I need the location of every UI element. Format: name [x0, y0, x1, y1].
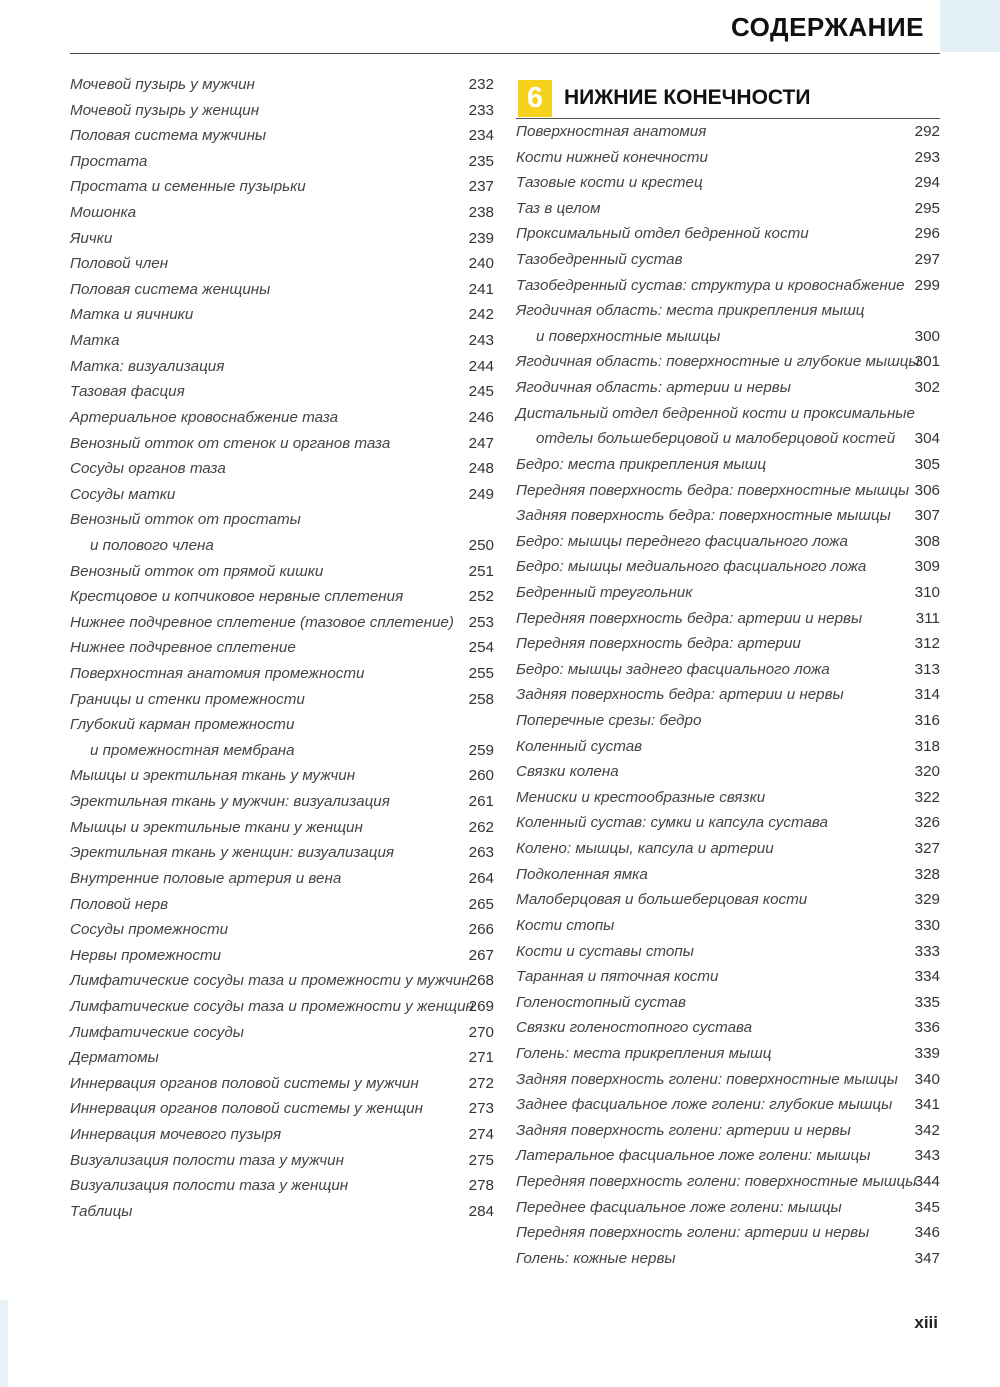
toc-entry-title-line2: и промежностная мембрана [90, 741, 295, 759]
toc-entry-page: 250 [468, 536, 494, 554]
toc-entry[interactable] [70, 841, 494, 867]
toc-entry-page: 273 [468, 1100, 494, 1118]
toc-entry-page: 310 [914, 583, 940, 601]
toc-entry-page: 233 [468, 101, 494, 119]
toc-entry[interactable] [516, 1119, 940, 1145]
toc-entry-page: 347 [914, 1249, 940, 1267]
toc-entry-page: 328 [914, 865, 940, 883]
toc-entry-title: Крестцовое и копчиковое нервные сплетения [70, 588, 404, 606]
toc-entry[interactable] [70, 1174, 494, 1200]
toc-entry[interactable] [516, 735, 940, 761]
toc-entry-page: 267 [468, 946, 494, 964]
toc-entry-title: Иннервация органов половой системы у женщин [70, 1100, 423, 1118]
toc-entry-page: 237 [468, 178, 494, 196]
toc-entry-page: 271 [468, 1049, 494, 1067]
toc-entry-page: 235 [468, 152, 494, 170]
toc-entry[interactable] [70, 1021, 494, 1047]
toc-entry-title: Яички [70, 229, 113, 247]
toc-entry-page: 341 [914, 1096, 940, 1114]
toc-entry-page: 295 [914, 199, 940, 217]
toc-entry-title: Визуализация полости таза у мужчин [70, 1151, 344, 1169]
toc-entry-page: 302 [914, 379, 940, 397]
toc-entry-title: Лимфатические сосуды [70, 1023, 244, 1041]
toc-entry-title: Простата [70, 152, 148, 170]
toc-entry-title: Связки голеностопного сустава [516, 1019, 753, 1037]
toc-entry-title: Мошонка [70, 204, 137, 222]
toc-entry[interactable] [516, 683, 940, 709]
toc-entry-title: Половой член [70, 255, 169, 273]
toc-entry-page: 336 [914, 1019, 940, 1037]
toc-entry[interactable] [70, 1200, 494, 1226]
toc-entry[interactable] [516, 991, 940, 1017]
toc-entry-continuation[interactable] [516, 427, 940, 453]
toc-entry-page: 284 [468, 1202, 494, 1220]
toc-entry[interactable] [516, 299, 940, 325]
toc-entry-page: 248 [468, 460, 494, 478]
toc-entry-title: Передняя поверхность голени: поверхностные мышцы [516, 1172, 917, 1190]
toc-entry-title: Венозный отток от прямой кишки [70, 562, 324, 580]
toc-entry-title: Заднее фасциальное ложе голени: глубокие мышцы [516, 1096, 893, 1114]
toc-entry-title: Ягодичная область: артерии и нервы [516, 379, 791, 397]
toc-entry[interactable] [70, 150, 494, 176]
toc-entry-page: 251 [468, 562, 494, 580]
toc-entry-title: Передняя поверхность голени: артерии и нервы [516, 1224, 870, 1242]
toc-entry-page: 262 [468, 818, 494, 836]
toc-entry-title-line2: отделы большеберцовой и малоберцовой костей [536, 430, 896, 448]
toc-entry-page: 261 [468, 793, 494, 811]
toc-entry[interactable] [70, 124, 494, 150]
toc-entry-title: Нижнее подчревное сплетение [70, 639, 296, 657]
toc-entry-title: Тазобедренный сустав [516, 251, 683, 269]
toc-entry[interactable] [70, 713, 494, 739]
toc-entry-title: Подколенная ямка [516, 865, 648, 883]
toc-entry[interactable] [516, 786, 940, 812]
toc-entry[interactable] [516, 581, 940, 607]
toc-entry-title: Бедро: места прикрепления мышц [516, 455, 767, 473]
toc-entry[interactable] [70, 175, 494, 201]
toc-entry[interactable] [70, 585, 494, 611]
toc-entry-title: Сосуды органов таза [70, 460, 226, 478]
toc-entry-title: Поперечные срезы: бедро [516, 712, 702, 730]
chapter-heading [516, 73, 940, 120]
toc-entry-page: 241 [468, 280, 494, 298]
toc-entry-title: Голень: кожные нервы [516, 1249, 676, 1267]
toc-entry[interactable] [516, 1196, 940, 1222]
toc-entry-title: Матка [70, 332, 120, 350]
toc-entry-page: 326 [914, 814, 940, 832]
toc-entry-title: Эректильная ткань у мужчин: визуализация [70, 793, 390, 811]
toc-entry[interactable] [516, 1093, 940, 1119]
toc-entry-title: Границы и стенки промежности [70, 690, 305, 708]
toc-entry-title: Сосуды матки [70, 485, 176, 503]
toc-entry[interactable] [70, 995, 494, 1021]
toc-entry-title: Лимфатические сосуды таза и промежности у женщин [70, 997, 474, 1015]
toc-entry-title: Бедренный треугольник [516, 583, 693, 601]
toc-entry-title: Глубокий карман промежности [70, 716, 295, 734]
toc-entry[interactable] [70, 73, 494, 99]
toc-entry-continuation[interactable] [70, 739, 494, 765]
toc-entry[interactable] [70, 278, 494, 304]
toc-entry[interactable] [70, 688, 494, 714]
toc-entry[interactable] [70, 764, 494, 790]
toc-entry-page: 334 [914, 968, 940, 986]
toc-entry-title: Голеностопный сустав [516, 993, 686, 1011]
toc-entry-title: Лимфатические сосуды таза и промежности у мужчин [70, 972, 470, 990]
toc-entry[interactable] [70, 99, 494, 125]
toc-entry[interactable] [70, 1123, 494, 1149]
toc-entry-page: 263 [468, 844, 494, 862]
toc-entry-page: 240 [468, 255, 494, 273]
toc-entry-title: Малоберцовая и большеберцовая кости [516, 891, 808, 909]
toc-entry[interactable] [70, 969, 494, 995]
toc-entry-title: Коленный сустав [516, 737, 643, 755]
toc-entry[interactable] [70, 483, 494, 509]
toc-entry-title: Колено: мышцы, капсула и артерии [516, 840, 774, 858]
toc-entry-title: Поверхностная анатомия промежности [70, 665, 365, 683]
toc-entry-title: Задняя поверхность бедра: поверхностные мышцы [516, 507, 891, 525]
toc-entry-title: Половая система женщины [70, 280, 271, 298]
toc-entry-page: 245 [468, 383, 494, 401]
toc-entry-title: Визуализация полости таза у женщин [70, 1177, 349, 1195]
toc-entry-title: Задняя поверхность голени: поверхностные мышцы [516, 1070, 898, 1088]
toc-entry-title: Кости и суставы стопы [516, 942, 694, 960]
toc-entry-title: Иннервация мочевого пузыря [70, 1125, 282, 1143]
chapter-title: НИЖНИЕ КОНЕЧНОСТИ [564, 86, 811, 109]
toc-entry-page: 346 [914, 1224, 940, 1242]
toc-entry-page: 268 [468, 972, 494, 990]
toc-entry[interactable] [70, 560, 494, 586]
toc-entry[interactable] [70, 227, 494, 253]
toc-entry-title: Артериальное кровоснабжение таза [70, 408, 339, 426]
toc-entry-page: 294 [914, 174, 940, 192]
toc-entry-title: Ягодичная область: места прикрепления мышц [516, 302, 865, 320]
toc-entry-title: Половой нерв [70, 895, 169, 913]
toc-entry-title: Бедро: мышцы медиального фасциального ложа [516, 558, 867, 576]
toc-entry[interactable] [70, 662, 494, 688]
toc-entry-page: 260 [468, 767, 494, 785]
toc-entry-title: Мочевой пузырь у мужчин [70, 76, 255, 93]
toc-entry-title: Дерматомы [70, 1049, 159, 1067]
toc-entry[interactable] [516, 146, 940, 172]
toc-entry[interactable] [516, 940, 940, 966]
toc-column-right [516, 73, 940, 1272]
toc-entry[interactable] [516, 1170, 940, 1196]
toc-column-left [70, 73, 494, 1225]
toc-entry[interactable] [70, 944, 494, 970]
toc-entry[interactable] [516, 197, 940, 223]
toc-entry[interactable] [70, 611, 494, 637]
toc-entry-page: 316 [914, 712, 940, 730]
toc-entry-title: Бедро: мышцы переднего фасциального ложа [516, 532, 848, 550]
toc-entry-title: Бедро: мышцы заднего фасциального ложа [516, 660, 830, 678]
toc-entry-title-line2: и поверхностные мышцы [536, 327, 721, 345]
toc-entry-title: Мениски и крестообразные связки [516, 788, 766, 806]
toc-entry-title: Задняя поверхность бедра: артерии и нервы [516, 686, 844, 704]
toc-entry[interactable] [516, 837, 940, 863]
page-number: xiii [914, 1313, 938, 1332]
toc-entry-title: Кости нижней конечности [516, 148, 708, 166]
toc-entry[interactable] [516, 479, 940, 505]
toc-entry-page: 340 [914, 1070, 940, 1088]
toc-entry[interactable] [516, 1247, 940, 1273]
toc-entry[interactable] [516, 171, 940, 197]
toc-entry[interactable] [70, 432, 494, 458]
toc-entry[interactable] [70, 918, 494, 944]
toc-entry-title: Сосуды промежности [70, 921, 229, 939]
toc-entry-page: 327 [914, 840, 940, 858]
toc-entry-title: Передняя поверхность бедра: поверхностные мышцы [516, 481, 910, 499]
toc-entry-title: Дистальный отдел бедренной кости и проксимальные [516, 404, 915, 422]
toc-entry[interactable] [70, 380, 494, 406]
toc-entry[interactable] [516, 350, 940, 376]
toc-entry[interactable] [70, 1072, 494, 1098]
toc-entry[interactable] [70, 790, 494, 816]
toc-entry-page: 305 [914, 455, 940, 473]
toc-entry[interactable] [70, 457, 494, 483]
toc-entry-title: Голень: места прикрепления мышц [516, 1044, 772, 1062]
toc-entry[interactable] [516, 888, 940, 914]
toc-entry[interactable] [70, 201, 494, 227]
toc-entry-page: 322 [914, 788, 940, 806]
toc-entry[interactable] [516, 709, 940, 735]
toc-entry[interactable] [70, 1046, 494, 1072]
toc-entry-title: Тазобедренный сустав: структура и кровоснабжение [516, 276, 905, 294]
toc-entry-page: 335 [914, 993, 940, 1011]
toc-entry-page: 329 [914, 891, 940, 909]
toc-entry[interactable] [516, 1068, 940, 1094]
toc-entry-title: Матка: визуализация [70, 357, 225, 375]
toc-entry-page: 272 [468, 1074, 494, 1092]
toc-entry-title: Мышцы и эректильная ткань у мужчин [70, 767, 356, 785]
toc-entry[interactable] [516, 658, 940, 684]
toc-entry-page: 301 [914, 353, 940, 371]
toc-entry-page: 345 [914, 1198, 940, 1216]
toc-entry-page: 269 [468, 997, 494, 1015]
toc-entry-page: 306 [914, 481, 940, 499]
toc-entry[interactable] [516, 376, 940, 402]
toc-entry[interactable] [70, 893, 494, 919]
toc-entry-title: Простата и семенные пузырьки [70, 178, 306, 196]
toc-entry-page: 320 [914, 763, 940, 781]
toc-entry-title: Эректильная ткань у женщин: визуализация [70, 844, 395, 862]
toc-entry-page: 254 [468, 639, 494, 657]
toc-entry-title: Связки колена [516, 763, 619, 781]
toc-entry-continuation[interactable] [70, 534, 494, 560]
toc-entry-page: 252 [468, 588, 494, 606]
toc-entry-page: 278 [468, 1177, 494, 1195]
toc-entry[interactable] [70, 1097, 494, 1123]
page-title: СОДЕРЖАНИЕ [731, 12, 924, 42]
toc-entry-page: 307 [914, 507, 940, 525]
toc-entry[interactable] [70, 816, 494, 842]
toc-entry-page: 314 [914, 686, 940, 704]
toc-entry-title: Проксимальный отдел бедренной кости [516, 225, 809, 243]
toc-entry[interactable] [516, 222, 940, 248]
toc-entry[interactable] [516, 453, 940, 479]
toc-entry[interactable] [70, 303, 494, 329]
toc-entry[interactable] [516, 1016, 940, 1042]
toc-entry[interactable] [516, 1221, 940, 1247]
toc-entry-page: 343 [914, 1147, 940, 1165]
toc-entry-title: Иннервация органов половой системы у мужчин [70, 1074, 419, 1092]
toc-entry-page: 297 [914, 251, 940, 269]
toc-entry-page: 238 [468, 204, 494, 222]
toc-entry[interactable] [516, 863, 940, 889]
toc-entry-title: Латеральное фасциальное ложе голени: мышцы [516, 1147, 871, 1165]
toc-entry-page: 296 [914, 225, 940, 243]
toc-entry-title: Кости стопы [516, 916, 615, 934]
chapter-number-badge: 6 [518, 80, 552, 117]
toc-entry-page: 264 [468, 869, 494, 887]
toc-entry-title: Нервы промежности [70, 946, 222, 964]
toc-entry-page: 299 [914, 276, 940, 294]
toc-entry-title: Переднее фасциальное ложе голени: мышцы [516, 1198, 842, 1216]
toc-entry-page: 266 [468, 921, 494, 939]
toc-entry-title: Мочевой пузырь у женщин [70, 101, 260, 119]
toc-entry[interactable] [70, 329, 494, 355]
toc-entry-page: 339 [914, 1044, 940, 1062]
toc-entry-title: Внутренние половые артерия и вена [70, 869, 342, 887]
toc-entry-title: Коленный сустав: сумки и капсула сустава [516, 814, 828, 832]
toc-entry[interactable] [70, 355, 494, 381]
toc-entry-page: 232 [468, 76, 494, 93]
toc-entry-page: 239 [468, 229, 494, 247]
toc-entry-title: Поверхностная анатомия [516, 123, 707, 140]
toc-entry-title: Тазовая фасция [70, 383, 185, 401]
toc-entry-page: 318 [914, 737, 940, 755]
toc-entry-page: 300 [914, 327, 940, 345]
toc-entry-page: 275 [468, 1151, 494, 1169]
toc-entry[interactable] [516, 555, 940, 581]
toc-entry-page: 258 [468, 690, 494, 708]
edge-color-strip-left [0, 1300, 8, 1387]
header-divider [70, 53, 940, 54]
toc-entry[interactable] [516, 607, 940, 633]
toc-entry-page: 274 [468, 1125, 494, 1143]
toc-entry-page: 342 [914, 1121, 940, 1139]
chapter-divider [516, 118, 940, 119]
toc-entry-page: 265 [468, 895, 494, 913]
toc-entry[interactable] [70, 867, 494, 893]
toc-entry-title: Половая система мужчины [70, 127, 267, 145]
toc-entry[interactable] [516, 274, 940, 300]
toc-entry-page: 313 [914, 660, 940, 678]
toc-entry[interactable] [516, 402, 940, 428]
chapter-entries [516, 120, 940, 1272]
toc-entry[interactable] [70, 636, 494, 662]
toc-entry-page: 242 [468, 306, 494, 324]
edge-color-strip [940, 0, 1000, 52]
toc-entry[interactable] [516, 632, 940, 658]
toc-entry-title: Венозный отток от простаты [70, 511, 301, 529]
toc-entry-page: 247 [468, 434, 494, 452]
toc-entry-title: Задняя поверхность голени: артерии и нервы [516, 1121, 851, 1139]
toc-entry-page: 309 [914, 558, 940, 576]
toc-entry-page: 255 [468, 665, 494, 683]
toc-entry-title: Таранная и пяточная кости [516, 968, 719, 986]
toc-entry[interactable] [70, 252, 494, 278]
toc-entry[interactable] [516, 504, 940, 530]
toc-entry-title: Ягодичная область: поверхностные и глубокие мышцы [516, 353, 920, 371]
toc-entry-page: 246 [468, 408, 494, 426]
toc-entry-page: 292 [914, 123, 940, 140]
toc-entry-page: 270 [468, 1023, 494, 1041]
toc-entry-title: Таблицы [70, 1202, 133, 1220]
toc-entry-page: 312 [914, 635, 940, 653]
toc-entry-title: Мышцы и эректильные ткани у женщин [70, 818, 363, 836]
toc-entry-page: 249 [468, 485, 494, 503]
toc-entry-page: 308 [914, 532, 940, 550]
toc-entry-title: Передняя поверхность бедра: артерии и нервы [516, 609, 863, 627]
toc-entry[interactable] [516, 120, 940, 146]
toc-entry-page: 333 [914, 942, 940, 960]
toc-entry[interactable] [70, 406, 494, 432]
toc-entry[interactable] [516, 760, 940, 786]
toc-entry-page: 253 [468, 613, 494, 631]
toc-entry-title: Передняя поверхность бедра: артерии [516, 635, 801, 653]
toc-entry-page: 344 [914, 1172, 940, 1190]
toc-entry-page: 311 [915, 609, 940, 627]
toc-entry-page: 243 [468, 332, 494, 350]
toc-entry-title: Матка и яичники [70, 306, 194, 324]
toc-entry[interactable] [516, 811, 940, 837]
toc-entry-page: 304 [914, 430, 940, 448]
toc-entry-page: 330 [914, 916, 940, 934]
toc-entry-page: 244 [468, 357, 494, 375]
toc-entry-continuation[interactable] [516, 325, 940, 351]
toc-entry[interactable] [516, 914, 940, 940]
toc-entry-title: Венозный отток от стенок и органов таза [70, 434, 391, 452]
toc-entry[interactable] [516, 530, 940, 556]
toc-entry-page: 234 [468, 127, 494, 145]
toc-entry-title-line2: и полового члена [90, 536, 214, 554]
toc-entry[interactable] [516, 965, 940, 991]
toc-entry[interactable] [70, 508, 494, 534]
toc-entry-title: Таз в целом [516, 199, 601, 217]
toc-entry-page: 293 [914, 148, 940, 166]
toc-entry[interactable] [516, 248, 940, 274]
toc-entry-title: Тазовые кости и крестец [516, 174, 703, 192]
toc-entry[interactable] [516, 1144, 940, 1170]
toc-entry[interactable] [516, 1042, 940, 1068]
toc-entry-page: 259 [468, 741, 494, 759]
toc-entry-title: Нижнее подчревное сплетение (тазовое сплетение) [70, 613, 454, 631]
toc-entry[interactable] [70, 1149, 494, 1175]
